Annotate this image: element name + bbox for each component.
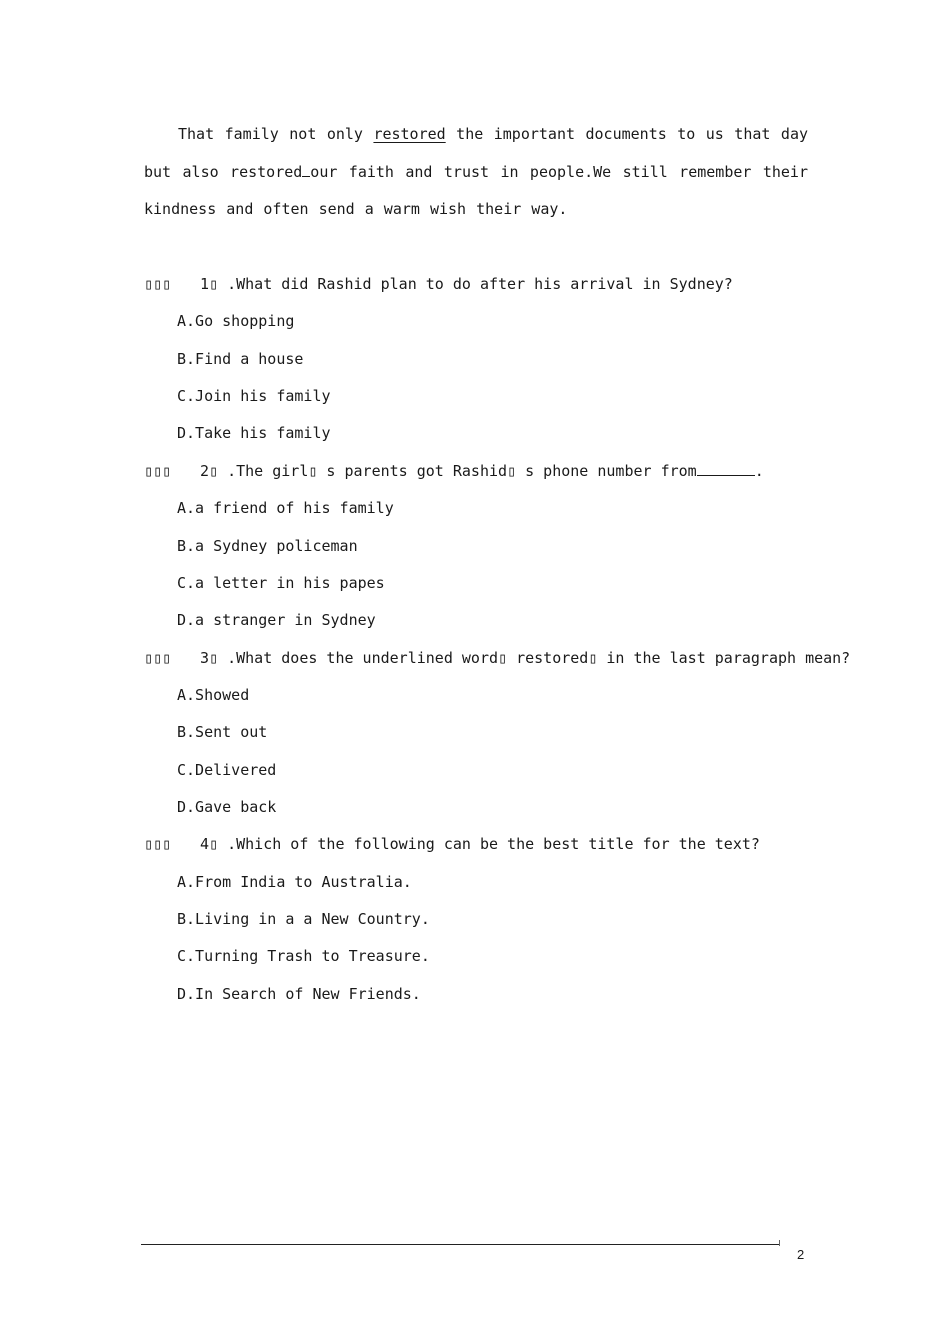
question-number: 2 <box>200 462 210 480</box>
passage-last-paragraph <box>144 116 808 229</box>
option-4b: B.Living in a a New Country. <box>177 910 430 928</box>
footer-divider <box>141 1244 780 1245</box>
option-2d: D.a stranger in Sydney <box>177 611 376 629</box>
question-text: .What does the underlined word▯ restored▯ in the last paragraph mean? <box>227 649 851 667</box>
question-mark: ▯ <box>209 275 219 293</box>
question-text-end: . <box>754 462 764 480</box>
page-number: 2 <box>797 1247 805 1262</box>
question-number: 1 <box>200 275 210 293</box>
option-3b: B.Sent out <box>177 723 268 741</box>
option-1b: B.Find a house <box>177 350 304 368</box>
passage-text-part3: our faith and trust in people.We still remember their kindness and often send a warm wish their way. <box>144 162 808 218</box>
passage-text-part2: the important documents to us that day but also restored <box>144 125 808 181</box>
question-mark: ▯ <box>209 835 219 853</box>
option-3c: C.Delivered <box>177 761 277 779</box>
question-number: 4 <box>200 835 210 853</box>
option-1c: C.Join his family <box>177 387 331 405</box>
question-text: .The girl▯ s parents got Rashid▯ s phone number from <box>227 462 697 480</box>
question-prefix: ▯▯▯ <box>144 275 172 293</box>
option-3d: D.Gave back <box>177 798 277 816</box>
option-4a: A.From India to Australia. <box>177 873 412 891</box>
option-2c: C.a letter in his papes <box>177 574 385 592</box>
option-1a: A.Go shopping <box>177 312 295 330</box>
option-2a: A.a friend of his family <box>177 499 394 517</box>
question-text: .Which of the following can be the best title for the text? <box>227 835 760 853</box>
option-4d: D.In Search of New Friends. <box>177 985 421 1003</box>
option-2b: B.a Sydney policeman <box>177 537 358 555</box>
question-prefix: ▯▯▯ <box>144 649 172 667</box>
passage-text-part1: That family not only <box>178 125 374 143</box>
question-mark: ▯ <box>209 462 219 480</box>
question-mark: ▯ <box>209 649 219 667</box>
question-3 <box>144 648 851 668</box>
option-4c: C.Turning Trash to Treasure. <box>177 947 430 965</box>
footer-tick-mark <box>779 1240 780 1246</box>
option-3a: A.Showed <box>177 686 250 704</box>
option-1d: D.Take his family <box>177 424 331 442</box>
question-1 <box>144 274 824 294</box>
question-prefix: ▯▯▯ <box>144 835 172 853</box>
question-4 <box>144 834 824 854</box>
question-2 <box>144 461 824 481</box>
question-number: 3 <box>200 649 210 667</box>
answer-blank <box>697 461 755 476</box>
underlined-word: restored <box>373 125 446 143</box>
question-prefix: ▯▯▯ <box>144 462 172 480</box>
question-text: .What did Rashid plan to do after his arrival in Sydney? <box>227 275 733 293</box>
